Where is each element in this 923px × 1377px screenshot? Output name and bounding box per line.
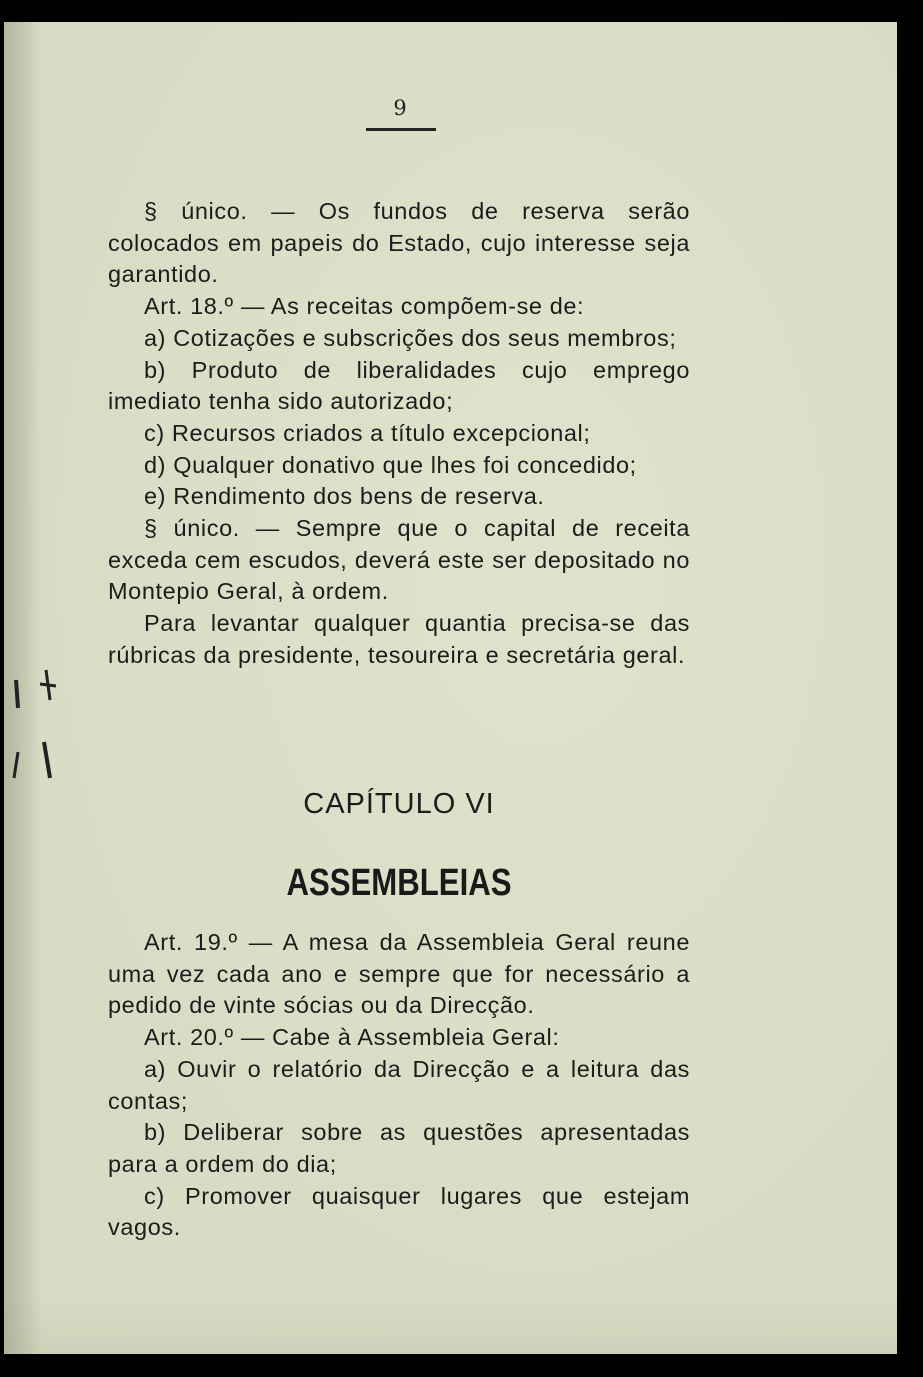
chapter-heading: CAPÍTULO VI bbox=[303, 788, 495, 820]
text-block-finances bbox=[108, 196, 690, 672]
paragraph: c) Promover quaisquer lugares que estejam vagos. bbox=[108, 1182, 690, 1241]
paragraph: b) Deliberar sobre as questões apresentadas para a ordem do dia; bbox=[108, 1119, 690, 1177]
section-title: ASSEMBLEIAS bbox=[286, 862, 512, 904]
header-rule bbox=[366, 128, 436, 131]
paragraph: § único. — Sempre que o capital de receita exceda cem escudos, deverá este ser depositado no Montepio Geral, à ordem. bbox=[108, 515, 690, 605]
margin-ink-marks bbox=[6, 660, 66, 800]
paragraph: § único. — Os fundos de reserva serão colocados em papeis do Estado, cujo interesse seja garantido. bbox=[108, 198, 690, 288]
text-block-assemblies bbox=[108, 927, 690, 1244]
paragraph: Art. 18.º — As receitas compõem-se de: bbox=[144, 293, 585, 320]
paragraph: Art. 20.º — Cabe à Assembleia Geral: bbox=[144, 1024, 560, 1051]
paragraph: e) Rendimento dos bens de reserva. bbox=[144, 483, 545, 510]
paragraph: a) Cotizações e subscrições dos seus membros; bbox=[144, 324, 677, 351]
paragraph: Para levantar qualquer quantia precisa-se das rúbricas da presidente, tesoureira e secretária geral. bbox=[108, 610, 690, 668]
paragraph: Art. 19.º — A mesa da Assembleia Geral reune uma vez cada ano e sempre que for necessário a pedido de vinte sócias ou da Direcção. bbox=[108, 929, 690, 1019]
paragraph: c) Recursos criados a título excepcional; bbox=[144, 419, 591, 446]
paragraph: a) Ouvir o relatório da Direcção e a leitura das contas; bbox=[108, 1055, 690, 1114]
paragraph: b) Produto de liberalidades cujo emprego imediato tenha sido autorizado; bbox=[108, 356, 690, 415]
page-number: 9 bbox=[393, 96, 407, 120]
paragraph: d) Qualquer donativo que lhes foi concedido; bbox=[144, 451, 637, 478]
